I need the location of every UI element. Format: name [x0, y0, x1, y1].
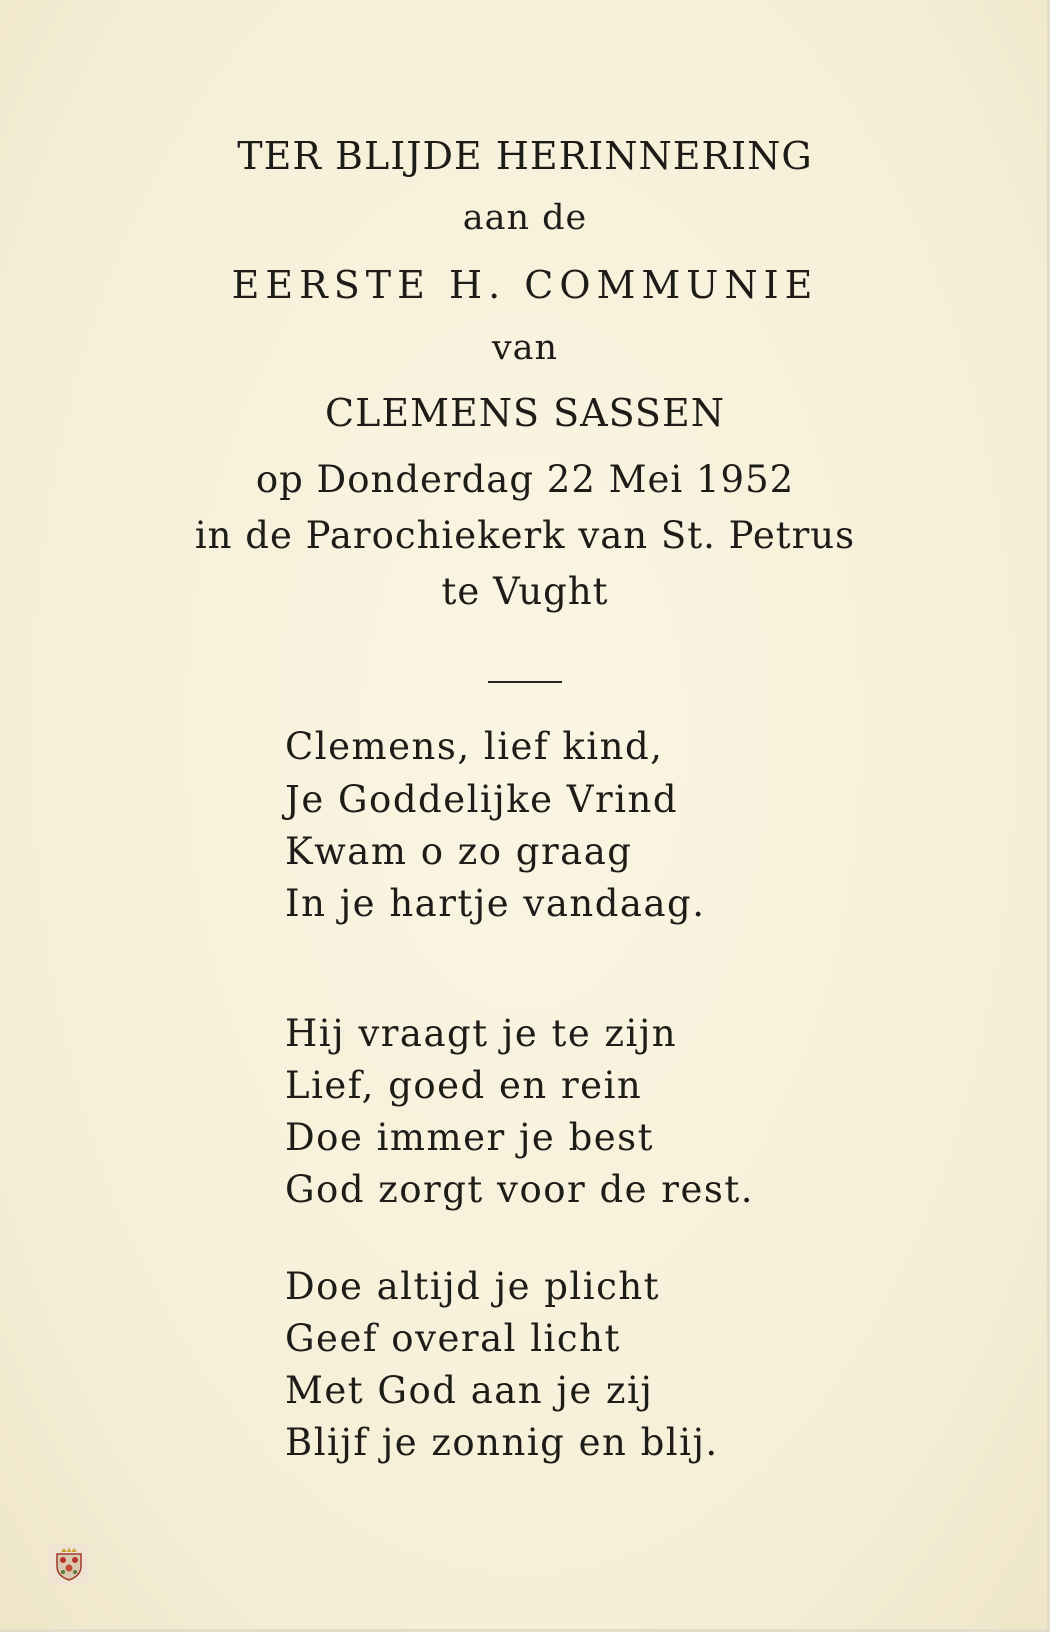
occasion-title: EERSTE H. COMMUNIE	[231, 263, 819, 307]
poem-line: Clemens, lief kind,	[285, 725, 664, 768]
poem-line: God zorgt voor de rest.	[285, 1168, 754, 1211]
poem-line: Hij vraagt je te zijn	[285, 1012, 678, 1055]
subtitle-van: van	[491, 328, 559, 368]
poem-line: Je Goddelijke Vrind	[285, 778, 679, 821]
coat-of-arms-icon	[49, 1544, 89, 1584]
church-line: in de Parochiekerk van St. Petrus	[194, 514, 856, 557]
poem-line: Lief, goed en rein	[285, 1064, 643, 1107]
poem-line: Blijf je zonnig en blij.	[285, 1421, 719, 1464]
subtitle-aan-de: aan de	[462, 198, 588, 238]
town-line: te Vught	[441, 570, 609, 613]
divider-rule	[488, 681, 562, 683]
poem-line: Doe immer je best	[285, 1116, 655, 1159]
date-line: op Donderdag 22 Mei 1952	[255, 458, 795, 501]
poem-line: In je hartje vandaag.	[285, 882, 706, 925]
poem-line: Doe altijd je plicht	[285, 1265, 661, 1308]
poem-line: Kwam o zo graag	[285, 830, 633, 873]
poem-line: Geef overal licht	[285, 1317, 621, 1360]
child-name: CLEMENS SASSEN	[325, 391, 725, 435]
poem-line: Met God aan je zij	[285, 1369, 654, 1412]
title-line: TER BLIJDE HERINNERING	[237, 134, 813, 178]
